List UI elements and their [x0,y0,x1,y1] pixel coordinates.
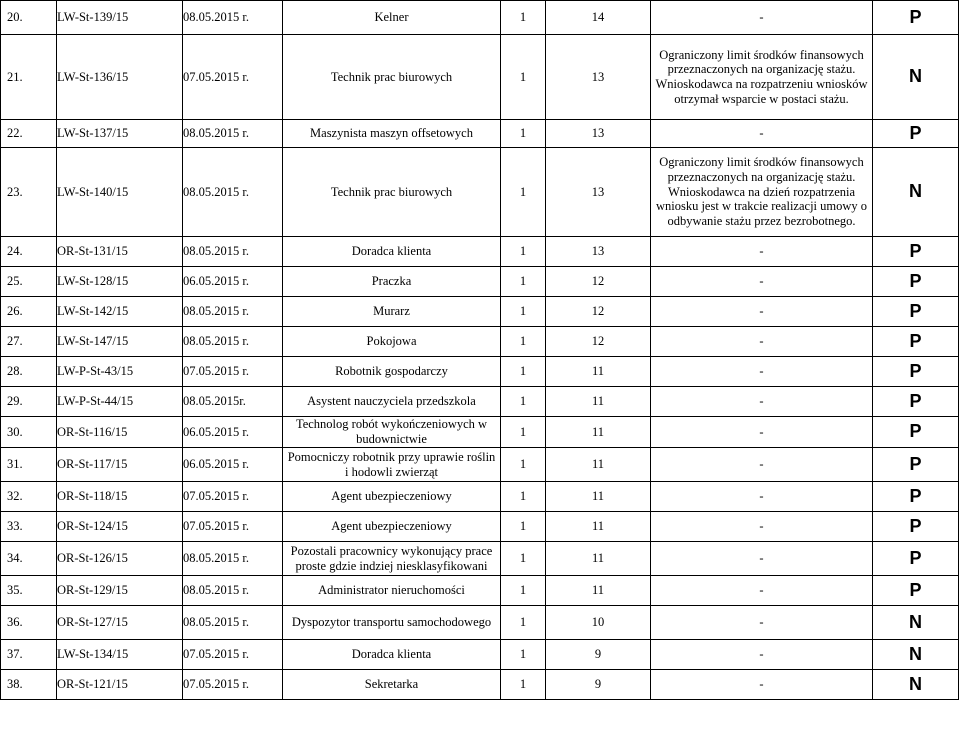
table-row [1,327,959,357]
places-count: 1 [501,327,546,357]
decision-code: N [873,640,959,670]
position-name: Pomocniczy robotnik przy uprawie roślin i hodowli zwierząt [283,448,501,482]
table-body [1,1,959,700]
remarks: - [651,606,873,640]
decision-code: N [873,670,959,700]
remarks: - [651,267,873,297]
row-number: 37. [1,640,57,670]
decision-code: P [873,1,959,35]
decision-code: P [873,387,959,417]
position-name: Praczka [283,267,501,297]
position-name: Robotnik gospodarczy [283,357,501,387]
row-number: 27. [1,327,57,357]
application-date: 07.05.2015 r. [183,640,283,670]
remarks: - [651,1,873,35]
application-date: 07.05.2015 r. [183,35,283,120]
position-name: Kelner [283,1,501,35]
table-row [1,237,959,267]
places-count: 1 [501,357,546,387]
row-number: 22. [1,120,57,148]
decision-code: P [873,297,959,327]
position-name: Murarz [283,297,501,327]
table-row [1,512,959,542]
application-id: LW-St-128/15 [57,267,183,297]
places-count: 1 [501,120,546,148]
row-number: 26. [1,297,57,327]
points-value: 12 [546,297,651,327]
table-row [1,606,959,640]
application-id: OR-St-131/15 [57,237,183,267]
position-name: Technolog robót wykończeniowych w budownictwie [283,417,501,448]
points-value: 12 [546,327,651,357]
application-id: OR-St-129/15 [57,576,183,606]
table-row [1,482,959,512]
application-date: 07.05.2015 r. [183,670,283,700]
application-id: OR-St-124/15 [57,512,183,542]
table-row [1,542,959,576]
remarks: - [651,297,873,327]
remarks: - [651,576,873,606]
points-value: 13 [546,35,651,120]
remarks: - [651,120,873,148]
table-row [1,357,959,387]
table-row [1,297,959,327]
table-row [1,640,959,670]
remarks: - [651,327,873,357]
points-value: 10 [546,606,651,640]
application-date: 06.05.2015 r. [183,267,283,297]
points-value: 9 [546,670,651,700]
application-date: 08.05.2015 r. [183,576,283,606]
decision-code: P [873,417,959,448]
decision-code: P [873,448,959,482]
application-id: LW-St-139/15 [57,1,183,35]
points-value: 11 [546,512,651,542]
remarks: - [651,448,873,482]
application-date: 08.05.2015 r. [183,297,283,327]
points-value: 11 [546,357,651,387]
remarks: - [651,640,873,670]
application-id: OR-St-118/15 [57,482,183,512]
application-date: 08.05.2015 r. [183,606,283,640]
position-name: Technik prac biurowych [283,35,501,120]
table-row [1,35,959,120]
position-name: Sekretarka [283,670,501,700]
row-number: 38. [1,670,57,700]
remarks: Ograniczony limit środków finansowych przeznaczonych na organizację stażu. Wnioskodawca na dzień rozpatrzenia wniosku jest w trakcie realizacji umowy o odbywanie stażu przez bezrobotnego. [651,148,873,237]
table-row [1,120,959,148]
points-value: 11 [546,482,651,512]
application-date: 08.05.2015 r. [183,1,283,35]
table-row [1,670,959,700]
table-row [1,417,959,448]
row-number: 36. [1,606,57,640]
decision-code: P [873,120,959,148]
position-name: Agent ubezpieczeniowy [283,482,501,512]
remarks: - [651,417,873,448]
points-value: 14 [546,1,651,35]
application-id: LW-St-147/15 [57,327,183,357]
decision-code: P [873,482,959,512]
places-count: 1 [501,482,546,512]
remarks: - [651,512,873,542]
remarks: - [651,542,873,576]
decision-code: P [873,542,959,576]
position-name: Technik prac biurowych [283,148,501,237]
row-number: 24. [1,237,57,267]
points-value: 11 [546,387,651,417]
row-number: 23. [1,148,57,237]
row-number: 30. [1,417,57,448]
table-row [1,1,959,35]
places-count: 1 [501,148,546,237]
application-id: OR-St-116/15 [57,417,183,448]
row-number: 35. [1,576,57,606]
row-number: 32. [1,482,57,512]
application-id: LW-St-137/15 [57,120,183,148]
application-id: OR-St-127/15 [57,606,183,640]
points-value: 13 [546,148,651,237]
places-count: 1 [501,267,546,297]
table-row [1,148,959,237]
points-value: 12 [546,267,651,297]
remarks: - [651,237,873,267]
application-date: 08.05.2015 r. [183,120,283,148]
position-name: Pozostali pracownicy wykonujący prace proste gdzie indziej niesklasyfikowani [283,542,501,576]
places-count: 1 [501,1,546,35]
decision-code: P [873,512,959,542]
position-name: Agent ubezpieczeniowy [283,512,501,542]
application-date: 08.05.2015 r. [183,327,283,357]
places-count: 1 [501,35,546,120]
places-count: 1 [501,606,546,640]
decision-code: N [873,35,959,120]
decision-code: P [873,237,959,267]
position-name: Dyspozytor transportu samochodowego [283,606,501,640]
application-date: 08.05.2015r. [183,387,283,417]
row-number: 29. [1,387,57,417]
application-date: 08.05.2015 r. [183,542,283,576]
table-row [1,448,959,482]
points-value: 11 [546,576,651,606]
places-count: 1 [501,387,546,417]
position-name: Pokojowa [283,327,501,357]
application-date: 07.05.2015 r. [183,357,283,387]
remarks: - [651,387,873,417]
application-date: 06.05.2015 r. [183,417,283,448]
row-number: 20. [1,1,57,35]
table-row [1,387,959,417]
application-id: LW-St-136/15 [57,35,183,120]
row-number: 33. [1,512,57,542]
decision-code: N [873,606,959,640]
places-count: 1 [501,576,546,606]
application-id: LW-P-St-43/15 [57,357,183,387]
row-number: 34. [1,542,57,576]
application-id: OR-St-117/15 [57,448,183,482]
application-id: OR-St-121/15 [57,670,183,700]
places-count: 1 [501,542,546,576]
position-name: Administrator nieruchomości [283,576,501,606]
places-count: 1 [501,237,546,267]
row-number: 31. [1,448,57,482]
position-name: Doradca klienta [283,640,501,670]
row-number: 25. [1,267,57,297]
application-id: OR-St-126/15 [57,542,183,576]
row-number: 21. [1,35,57,120]
decision-code: P [873,576,959,606]
application-id: LW-St-134/15 [57,640,183,670]
places-count: 1 [501,297,546,327]
places-count: 1 [501,640,546,670]
points-value: 11 [546,417,651,448]
application-id: LW-P-St-44/15 [57,387,183,417]
points-value: 11 [546,448,651,482]
application-date: 07.05.2015 r. [183,482,283,512]
position-name: Maszynista maszyn offsetowych [283,120,501,148]
places-count: 1 [501,512,546,542]
position-name: Asystent nauczyciela przedszkola [283,387,501,417]
application-date: 08.05.2015 r. [183,237,283,267]
decision-code: P [873,357,959,387]
table-row [1,267,959,297]
remarks: - [651,482,873,512]
application-date: 07.05.2015 r. [183,512,283,542]
points-value: 13 [546,237,651,267]
remarks: - [651,357,873,387]
row-number: 28. [1,357,57,387]
decision-code: P [873,327,959,357]
places-count: 1 [501,417,546,448]
places-count: 1 [501,670,546,700]
table-row [1,576,959,606]
application-id: LW-St-140/15 [57,148,183,237]
remarks: Ograniczony limit środków finansowych przeznaczonych na organizację stażu. Wnioskodawca na rozpatrzeniu wniosków otrzymał wsparcie w postaci stażu. [651,35,873,120]
decision-code: N [873,148,959,237]
position-name: Doradca klienta [283,237,501,267]
application-id: LW-St-142/15 [57,297,183,327]
points-value: 13 [546,120,651,148]
decision-code: P [873,267,959,297]
points-value: 9 [546,640,651,670]
application-date: 08.05.2015 r. [183,148,283,237]
places-count: 1 [501,448,546,482]
remarks: - [651,670,873,700]
points-value: 11 [546,542,651,576]
application-date: 06.05.2015 r. [183,448,283,482]
